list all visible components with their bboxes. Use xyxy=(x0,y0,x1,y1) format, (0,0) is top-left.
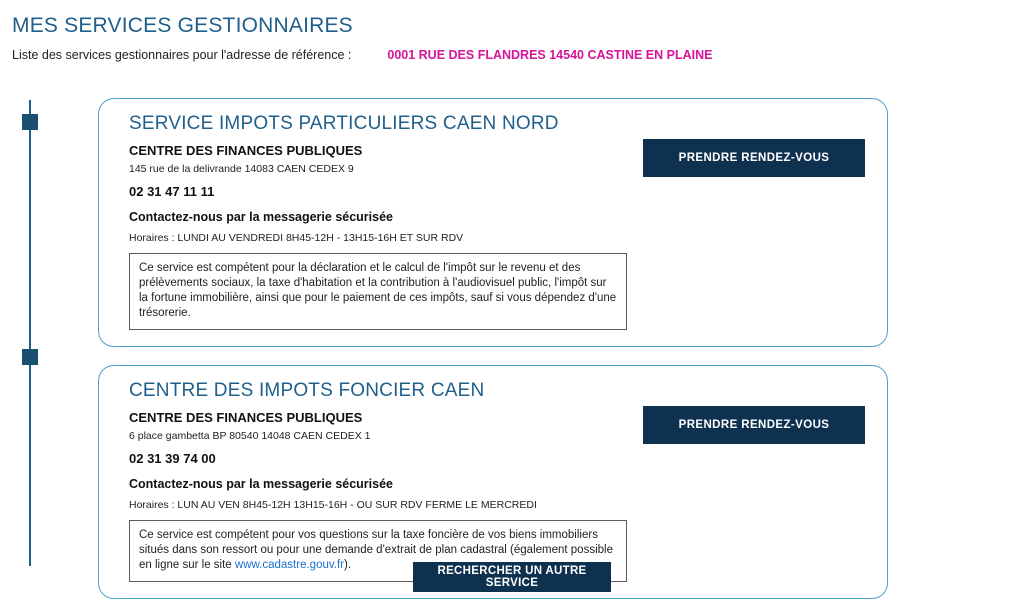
service-info-box xyxy=(129,253,627,330)
footer-actions xyxy=(0,562,1024,592)
service-phone: 02 31 39 74 00 xyxy=(129,451,216,466)
service-hours: Horaires : LUNDI AU VENDREDI 8H45-12H - 13H15-16H ET SUR RDV xyxy=(129,232,464,244)
service-info-text: Ce service est compétent pour vos questions sur la taxe foncière de vos biens immobiliers situés dans son ressort ou pour une demande d'extrait de plan cadastral (également possible en ligne sur le site xyxy=(139,529,613,571)
timeline-rail xyxy=(29,100,31,566)
service-card xyxy=(98,98,888,347)
page-title: MES SERVICES GESTIONNAIRES xyxy=(12,14,353,37)
prendre-rendez-vous-button[interactable]: PRENDRE RENDEZ-VOUS xyxy=(643,139,865,177)
timeline-node-1 xyxy=(22,114,38,130)
reference-address-row xyxy=(12,48,1024,62)
reference-address-value: 0001 RUE DES FLANDRES 14540 CASTINE EN PLAINE xyxy=(387,48,713,62)
service-address: 145 rue de la delivrande 14083 CAEN CEDEX 9 xyxy=(129,163,354,175)
secure-messaging-link[interactable]: Contactez-nous par la messagerie sécurisée xyxy=(129,210,394,224)
prendre-rendez-vous-button[interactable]: PRENDRE RENDEZ-VOUS xyxy=(643,406,865,444)
service-list xyxy=(98,98,888,599)
rechercher-autre-service-button[interactable]: RECHERCHER UN AUTRE SERVICE xyxy=(413,562,611,592)
service-hours: Horaires : LUN AU VEN 8H45-12H 13H15-16H - OU SUR RDV FERME LE MERCREDI xyxy=(129,499,537,511)
service-org-name: CENTRE DES FINANCES PUBLIQUES xyxy=(129,143,363,158)
timeline-node-2 xyxy=(22,349,38,365)
service-address: 6 place gambetta BP 80540 14048 CAEN CEDEX 1 xyxy=(129,430,371,442)
service-org-name: CENTRE DES FINANCES PUBLIQUES xyxy=(129,410,363,425)
service-info-text: Ce service est compétent pour la déclaration et le calcul de l'impôt sur le revenu et des prélèvements sociaux, la taxe d'habitation et la contribution à l'audiovisuel public, l'impôt sur la fortune immobilière, ainsi que pour le paiement de ces impôts, sauf si vous dépendez d'une trésorerie. xyxy=(139,262,617,319)
service-phone: 02 31 47 11 11 xyxy=(129,184,215,199)
secure-messaging-link[interactable]: Contactez-nous par la messagerie sécurisée xyxy=(129,477,394,491)
cadastre-link[interactable]: www.cadastre.gouv.fr xyxy=(234,559,344,571)
service-title: CENTRE DES IMPOTS FONCIER CAEN xyxy=(129,380,485,401)
service-info-suffix: ). xyxy=(343,559,352,571)
service-title: SERVICE IMPOTS PARTICULIERS CAEN NORD xyxy=(129,113,559,134)
reference-address-label: Liste des services gestionnaires pour l'adresse de référence : xyxy=(12,48,352,62)
